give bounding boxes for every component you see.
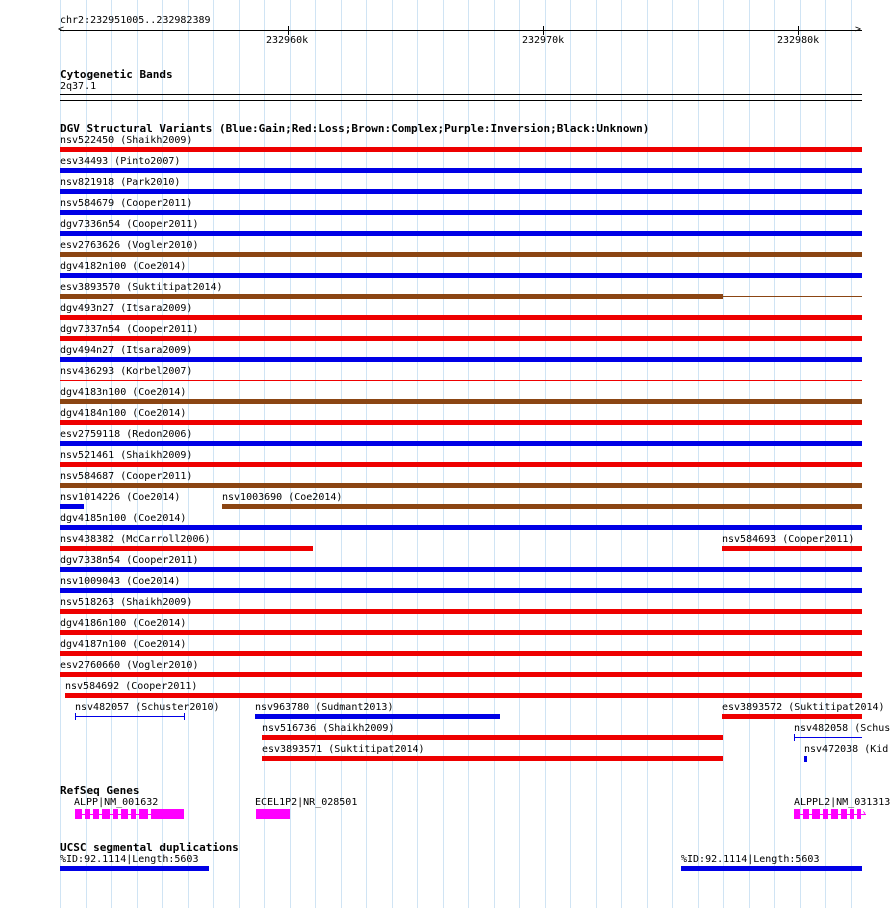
gene-ecel1p2-exon[interactable] xyxy=(256,809,290,819)
variant-bar[interactable] xyxy=(60,483,862,488)
variant-bar[interactable] xyxy=(60,189,862,194)
variant-bar[interactable] xyxy=(65,693,862,698)
variant-bar[interactable] xyxy=(804,756,807,762)
variant-label[interactable]: nsv522450 (Shaikh2009) xyxy=(60,135,193,146)
gene-alpp-exon[interactable] xyxy=(113,809,118,819)
variant-label[interactable]: nsv584679 (Cooper2011) xyxy=(60,198,193,209)
variant-bar[interactable] xyxy=(255,714,500,719)
variant-bar[interactable] xyxy=(60,672,862,677)
grid-line xyxy=(672,0,673,908)
gene-alpp-exon[interactable] xyxy=(85,809,90,819)
gene-alppl2-exon[interactable] xyxy=(823,809,828,819)
variant-bar[interactable] xyxy=(60,420,862,425)
variant-label[interactable]: nsv584693 (Cooper2011) xyxy=(722,534,855,545)
variant-bar[interactable] xyxy=(722,546,862,551)
gene-label-ecel1p2[interactable]: ECEL1P2|NR_028501 xyxy=(255,797,358,808)
strand-arrow-icon: › xyxy=(861,808,868,819)
variant-label[interactable]: nsv963780 (Sudmant2013) xyxy=(255,702,394,713)
grid-line xyxy=(213,0,214,908)
variant-label[interactable]: nsv516736 (Shaikh2009) xyxy=(262,723,395,734)
segdup-track-title[interactable]: UCSC segmental duplications xyxy=(60,841,239,854)
variant-label[interactable]: nsv821918 (Park2010) xyxy=(60,177,181,188)
variant-label[interactable]: nsv584687 (Cooper2011) xyxy=(60,471,193,482)
grid-line xyxy=(494,0,495,908)
variant-bar[interactable] xyxy=(60,567,862,572)
grid-line xyxy=(239,0,240,908)
variant-label[interactable]: dgv7337n54 (Cooper2011) xyxy=(60,324,199,335)
gene-alppl2-exon[interactable] xyxy=(812,809,820,819)
variant-bar[interactable] xyxy=(60,546,313,551)
variant-bar[interactable] xyxy=(60,525,862,530)
variant-label[interactable]: esv2759118 (Redon2006) xyxy=(60,429,193,440)
grid-line xyxy=(519,0,520,908)
grid-line xyxy=(570,0,571,908)
variant-label[interactable]: esv3893572 (Suktitipat2014) xyxy=(722,702,885,713)
variant-label[interactable]: esv34493 (Pinto2007) xyxy=(60,156,181,167)
ruler-right-arrow-icon: > xyxy=(855,24,862,35)
gene-label-alpp[interactable]: ALPP|NM_001632 xyxy=(74,797,159,808)
ruler-tick xyxy=(288,26,289,35)
variant-label[interactable]: nsv518263 (Shaikh2009) xyxy=(60,597,193,608)
variant-label[interactable]: dgv4184n100 (Coe2014) xyxy=(60,408,187,419)
grid-line xyxy=(851,0,852,908)
variant-label[interactable]: nsv482057 (Schuster2010) xyxy=(75,702,220,713)
grid-line xyxy=(366,0,367,908)
refseq-track-title[interactable]: RefSeq Genes xyxy=(60,784,140,797)
variant-label[interactable]: nsv482058 (Schus xyxy=(794,723,890,734)
variant-bar[interactable] xyxy=(60,399,862,404)
cytoband-band-bottom xyxy=(60,100,862,101)
ruler-tick-label: 232970k xyxy=(522,35,565,46)
variant-label[interactable]: dgv4187n100 (Coe2014) xyxy=(60,639,187,650)
segdup-bar[interactable] xyxy=(681,866,862,871)
variant-label[interactable]: esv3893571 (Suktitipat2014) xyxy=(262,744,425,755)
grid-line xyxy=(698,0,699,908)
variant-bar[interactable] xyxy=(60,273,862,278)
ruler-tick-label: 232960k xyxy=(266,35,309,46)
segdup-label[interactable]: %ID:92.1114|Length:5603 xyxy=(681,854,820,865)
variant-label[interactable]: nsv1003690 (Coe2014) xyxy=(222,492,343,503)
ruler-left-arrow-icon: < xyxy=(58,24,65,35)
variant-bar[interactable] xyxy=(60,336,862,341)
grid-line xyxy=(800,0,801,908)
variant-label[interactable]: nsv1014226 (Coe2014) xyxy=(60,492,181,503)
grid-line xyxy=(774,0,775,908)
cytoband-band-top xyxy=(60,94,862,95)
variant-label[interactable]: nsv438382 (McCarroll2006) xyxy=(60,534,211,545)
gene-label-alppl2[interactable]: ALPPL2|NM_031313 xyxy=(794,797,890,808)
grid-line xyxy=(264,0,265,908)
gene-alppl2-exon[interactable] xyxy=(803,809,809,819)
variant-label[interactable]: dgv4186n100 (Coe2014) xyxy=(60,618,187,629)
variant-label[interactable]: dgv4182n100 (Coe2014) xyxy=(60,261,187,272)
ruler-tick xyxy=(543,26,544,35)
cytoband-track-title[interactable]: Cytogenetic Bands xyxy=(60,68,173,81)
variant-bar[interactable] xyxy=(794,737,862,738)
variant-bar[interactable] xyxy=(60,315,862,320)
gene-alpp-exon[interactable] xyxy=(131,809,136,819)
segdup-bar[interactable] xyxy=(60,866,209,871)
variant-label[interactable]: nsv436293 (Korbel2007) xyxy=(60,366,193,377)
gene-alppl2-exon[interactable] xyxy=(850,809,854,819)
variant-label[interactable]: nsv1009043 (Coe2014) xyxy=(60,576,181,587)
variant-bar[interactable] xyxy=(60,168,862,173)
gene-alppl2-exon[interactable] xyxy=(831,809,838,819)
grid-line xyxy=(443,0,444,908)
ruler-tick-label: 232980k xyxy=(777,35,820,46)
variant-bar[interactable] xyxy=(60,588,862,593)
grid-line xyxy=(596,0,597,908)
variant-bar[interactable] xyxy=(60,210,862,215)
cytoband-label[interactable]: 2q37.1 xyxy=(60,81,97,92)
variant-bar[interactable] xyxy=(60,294,723,299)
variant-bar[interactable] xyxy=(60,651,862,656)
variant-bar[interactable] xyxy=(722,714,862,719)
grid-line xyxy=(647,0,648,908)
gene-alpp-exon[interactable] xyxy=(93,809,99,819)
variant-label[interactable]: dgv7336n54 (Cooper2011) xyxy=(60,219,199,230)
position-label: chr2:232951005..232982389 xyxy=(60,15,211,26)
grid-line xyxy=(723,0,724,908)
variant-bar[interactable] xyxy=(60,357,862,362)
variant-bar[interactable] xyxy=(222,504,862,509)
dgv-track-title[interactable]: DGV Structural Variants (Blue:Gain;Red:Loss;Brown:Complex;Purple:Inversion;Black:Unknown) xyxy=(60,122,650,135)
grid-line xyxy=(545,0,546,908)
variant-bar[interactable] xyxy=(60,609,862,614)
ruler-tick xyxy=(798,26,799,35)
variant-label[interactable]: dgv4183n100 (Coe2014) xyxy=(60,387,187,398)
grid-line xyxy=(468,0,469,908)
variant-bar[interactable] xyxy=(60,630,862,635)
variant-label[interactable]: dgv494n27 (Itsara2009) xyxy=(60,345,193,356)
grid-line xyxy=(290,0,291,908)
variant-label[interactable]: nsv521461 (Shaikh2009) xyxy=(60,450,193,461)
variant-bar-tail xyxy=(723,296,862,297)
variant-bar-endcap xyxy=(75,713,76,720)
grid-line xyxy=(749,0,750,908)
variant-bar[interactable] xyxy=(262,735,723,740)
gene-alpp-exon[interactable] xyxy=(121,809,128,819)
grid-line xyxy=(417,0,418,908)
variant-label[interactable]: esv3893570 (Suktitipat2014) xyxy=(60,282,223,293)
variant-bar[interactable] xyxy=(60,231,862,236)
variant-label[interactable]: dgv4185n100 (Coe2014) xyxy=(60,513,187,524)
variant-bar[interactable] xyxy=(60,441,862,446)
gene-alppl2-exon[interactable] xyxy=(794,809,800,819)
grid-line xyxy=(392,0,393,908)
variant-bar-endcap xyxy=(794,734,795,741)
variant-bar-endcap xyxy=(184,713,185,720)
gene-alpp-exon[interactable] xyxy=(102,809,110,819)
gene-alpp-exon[interactable] xyxy=(75,809,82,819)
gene-alpp-exon[interactable] xyxy=(151,809,184,819)
variant-label[interactable]: dgv7338n54 (Cooper2011) xyxy=(60,555,199,566)
grid-line xyxy=(315,0,316,908)
segdup-label[interactable]: %ID:92.1114|Length:5603 xyxy=(60,854,199,865)
variant-label[interactable]: esv2760660 (Vogler2010) xyxy=(60,660,199,671)
variant-bar[interactable] xyxy=(60,252,862,257)
grid-line xyxy=(621,0,622,908)
variant-bar[interactable] xyxy=(60,504,84,509)
grid-line xyxy=(825,0,826,908)
variant-bar[interactable] xyxy=(60,147,862,152)
variant-label[interactable]: nsv472038 (Kid xyxy=(804,744,889,755)
gene-alpp-exon[interactable] xyxy=(139,809,148,819)
variant-bar[interactable] xyxy=(75,716,185,717)
variant-bar[interactable] xyxy=(60,462,862,467)
variant-label[interactable]: dgv493n27 (Itsara2009) xyxy=(60,303,193,314)
gene-alppl2-exon[interactable] xyxy=(841,809,847,819)
grid-line xyxy=(341,0,342,908)
variant-bar[interactable] xyxy=(262,756,723,761)
variant-label[interactable]: nsv584692 (Cooper2011) xyxy=(65,681,198,692)
variant-label[interactable]: esv2763626 (Vogler2010) xyxy=(60,240,199,251)
variant-bar[interactable] xyxy=(60,380,862,381)
ruler-axis xyxy=(60,30,862,31)
